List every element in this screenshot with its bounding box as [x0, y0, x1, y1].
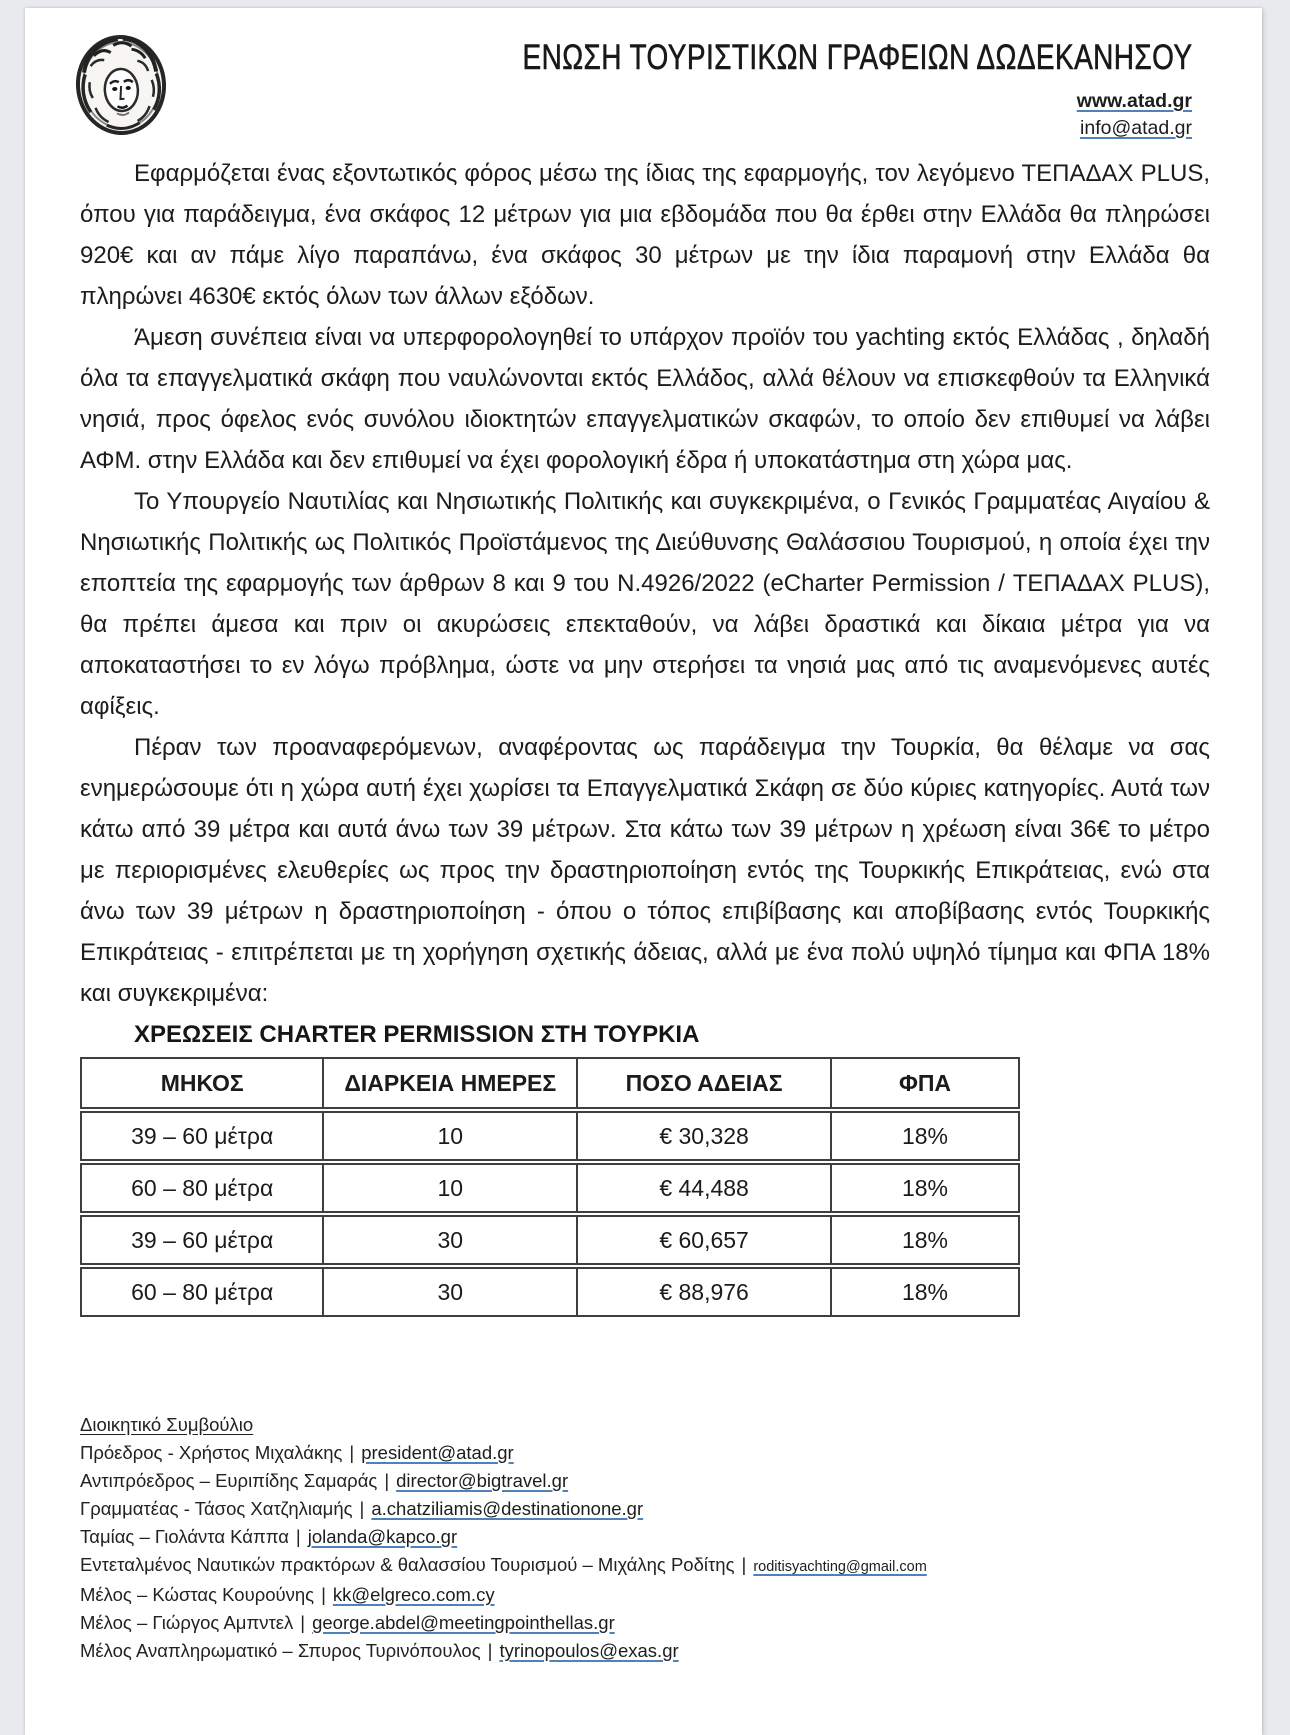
- board-member-email-link[interactable]: kk@elgreco.com.cy: [332, 1584, 495, 1605]
- organization-title: ΕΝΩΣΗ ΤΟΥΡΙΣΤΙΚΩΝ ΓΡΑΦΕΙΩΝ ΔΩΔΕΚΑΝΗΣΟΥ: [522, 38, 1192, 77]
- contact-email-link[interactable]: info@atad.gr: [1080, 117, 1192, 139]
- table-cell: 10: [324, 1111, 578, 1161]
- board-member-email-link[interactable]: jolanda@kapco.gr: [307, 1526, 458, 1547]
- board-member-role: Ταμίας – Γιολάντα Κάππα: [80, 1526, 289, 1547]
- table-cell: 39 – 60 μέτρα: [80, 1111, 324, 1161]
- board-heading: Διοικητικό Συμβούλιο: [80, 1414, 254, 1435]
- board-member-email-link[interactable]: director@bigtravel.gr: [396, 1470, 569, 1491]
- separator: |: [741, 1554, 747, 1575]
- website-link[interactable]: www.atad.gr: [1076, 90, 1192, 112]
- board-member-role: Μέλος – Κώστας Κουρούνης: [80, 1584, 315, 1605]
- table-header-duration: ΔΙΑΡΚΕΙΑ ΗΜΕΡΕΣ: [324, 1057, 578, 1109]
- separator: |: [359, 1498, 365, 1519]
- letter-body: [25, 147, 1262, 1319]
- table-cell: € 44,488: [578, 1163, 832, 1213]
- table-header-permit-amount: ΠΟΣΟ ΑΔΕΙΑΣ: [578, 1057, 832, 1109]
- atad-logo: [68, 28, 178, 147]
- table-row: [80, 1111, 1020, 1161]
- board-member-email-link[interactable]: a.chatziliamis@destinationone.gr: [371, 1498, 644, 1519]
- table-cell: 60 – 80 μέτρα: [80, 1267, 324, 1317]
- charter-fees-heading: ΧΡΕΩΣΕΙΣ CHARTER PERMISSION ΣΤΗ ΤΟΥΡΚΙΑ: [134, 1021, 700, 1048]
- board-member-role: Εντεταλμένος Ναυτικών πρακτόρων & θαλασσίου Τουρισμού – Μιχάλης Ροδίτης: [80, 1554, 735, 1575]
- body-paragraph: Εφαρμόζεται ένας εξοντωτικός φόρος μέσω της ίδιας της εφαρμογής, τον λεγόμενο ΤΕΠΑΔΑΧ PLUS, όπου για παράδειγμα, ένα σκάφος 12 μέτρων για μια εβδομάδα που θα έρθει στην Ελλάδα θα πληρώσει 920€ και αν πάμε λίγο παραπάνω, ένα σκάφος 30 μέτρων με την ίδια παραμονή στην Ελλάδα θα πληρώνει 4630€ εκτός όλων των άλλων εξόδων.: [80, 160, 1210, 310]
- table-row: [80, 1163, 1020, 1213]
- table-cell: 39 – 60 μέτρα: [80, 1215, 324, 1265]
- table-header-length: ΜΗΚΟΣ: [80, 1057, 324, 1109]
- separator: |: [349, 1442, 355, 1463]
- board-member-role: Αντιπρόεδρος – Ευριπίδης Σαμαράς: [80, 1470, 378, 1491]
- table-cell: € 30,328: [578, 1111, 832, 1161]
- page-sheet: [25, 8, 1262, 1735]
- board-of-directors: [25, 1411, 1262, 1665]
- board-member-line: [80, 1609, 1210, 1637]
- board-member-line: [80, 1467, 1210, 1495]
- table-cell: 18%: [832, 1215, 1020, 1265]
- separator: |: [295, 1526, 301, 1547]
- board-member-line: [80, 1551, 1210, 1581]
- table-cell: 18%: [832, 1111, 1020, 1161]
- separator: |: [384, 1470, 390, 1491]
- board-member-role: Πρόεδρος - Χρήστος Μιχαλάκης: [80, 1442, 343, 1463]
- board-member-line: [80, 1439, 1210, 1467]
- separator: |: [300, 1612, 306, 1633]
- table-row: [80, 1267, 1020, 1317]
- table-row: [80, 1215, 1020, 1265]
- table-cell: 10: [324, 1163, 578, 1213]
- table-cell: 30: [324, 1267, 578, 1317]
- table-header-row: [80, 1057, 1020, 1109]
- table-cell: 30: [324, 1215, 578, 1265]
- letterhead: [25, 8, 1262, 147]
- table-header-vat: ΦΠΑ: [832, 1057, 1020, 1109]
- table-cell: 18%: [832, 1267, 1020, 1317]
- board-member-email-link[interactable]: tyrinopoulos@exas.gr: [499, 1640, 679, 1661]
- table-cell: 60 – 80 μέτρα: [80, 1163, 324, 1213]
- charter-fees-table: [80, 1055, 1020, 1319]
- board-member-line: [80, 1523, 1210, 1551]
- board-member-role: Μέλος – Γιώργος Αμπντελ: [80, 1612, 294, 1633]
- separator: |: [487, 1640, 493, 1661]
- board-member-email-link[interactable]: president@atad.gr: [361, 1442, 514, 1463]
- letterhead-right: [178, 28, 1192, 142]
- board-member-email-link[interactable]: roditisyachting@gmail.com: [753, 1559, 927, 1575]
- coin-head-icon: [68, 28, 174, 142]
- board-member-line: [80, 1495, 1210, 1523]
- board-member-email-link[interactable]: george.abdel@meetingpointhellas.gr: [312, 1612, 615, 1633]
- board-member-role: Γραμματέας - Τάσος Χατζηλιαμής: [80, 1498, 353, 1519]
- table-cell: 18%: [832, 1163, 1020, 1213]
- body-paragraph: Το Υπουργείο Ναυτιλίας και Νησιωτικής Πολιτικής και συγκεκριμένα, ο Γενικός Γραμματέας Αιγαίου & Νησιωτικής Πολιτικής ως Πολιτικός Προϊστάμενος της Διεύθυνσης Θαλάσσιου Τουρισμού, η οποία έχει την εποπτεία της εφαρμογής των άρθρων 8 και 9 του Ν.4926/2022 (eCharter Permission / ΤΕΠΑΔΑΧ PLUS), θα πρέπει άμεσα και πριν οι ακυρώσεις επεκταθούν, να λάβει δραστικά και δίκαια μέτρα για να αποκαταστήσει το εν λόγω πρόβλημα, ώστε να μην στερήσει τα νησιά μας από τις αναμενόμενες αυτές αφίξεις.: [80, 488, 1210, 720]
- board-member-role: Μέλος Αναπληρωματικό – Σπυρος Τυρινόπουλος: [80, 1640, 481, 1661]
- board-member-line: [80, 1581, 1210, 1609]
- board-member-line: [80, 1637, 1210, 1665]
- table-cell: € 60,657: [578, 1215, 832, 1265]
- body-paragraph: Άμεση συνέπεια είναι να υπερφορολογηθεί το υπάρχον προϊόν του yachting εκτός Ελλάδας , δηλαδή όλα τα επαγγελματικά σκάφη που ναυλώνονται εκτός Ελλάδος, αλλά θέλουν να επισκεφθούν τα Ελληνικά νησιά, προς όφελος ενός συνόλου ιδιοκτητών επαγγελματικών σκαφών, το οποίο δεν επιθυμεί να λάβει ΑΦΜ. στην Ελλάδα και δεν επιθυμεί να έχει φορολογική έδρα ή υποκατάστημα στη χώρα μας.: [80, 324, 1210, 474]
- table-cell: € 88,976: [578, 1267, 832, 1317]
- body-paragraph: Πέραν των προαναφερόμενων, αναφέροντας ως παράδειγμα την Τουρκία, θα θέλαμε να σας ενημερώσουμε ότι η χώρα αυτή έχει χωρίσει τα Επαγγελματικά Σκάφη σε δύο κύριες κατηγορίες. Αυτά των κάτω από 39 μέτρα και αυτά άνω των 39 μέτρων. Στα κάτω των 39 μέτρων η χρέωση είναι 36€ το μέτρο με περιορισμένες ελευθερίες ως προς την δραστηριοποίηση εντός της Τουρκικής Επικράτειας, ενώ στα άνω των 39 μέτρων η δραστηριοποίηση - όπου ο τόπος επιβίβασης και αποβίβασης εντός Τουρκικής Επικράτειας - επιτρέπεται με τη χορήγηση σχετικής άδειας, αλλά με ένα πολύ υψηλό τίμημα και ΦΠΑ 18% και συγκεκριμένα:: [80, 734, 1210, 1007]
- separator: |: [321, 1584, 326, 1605]
